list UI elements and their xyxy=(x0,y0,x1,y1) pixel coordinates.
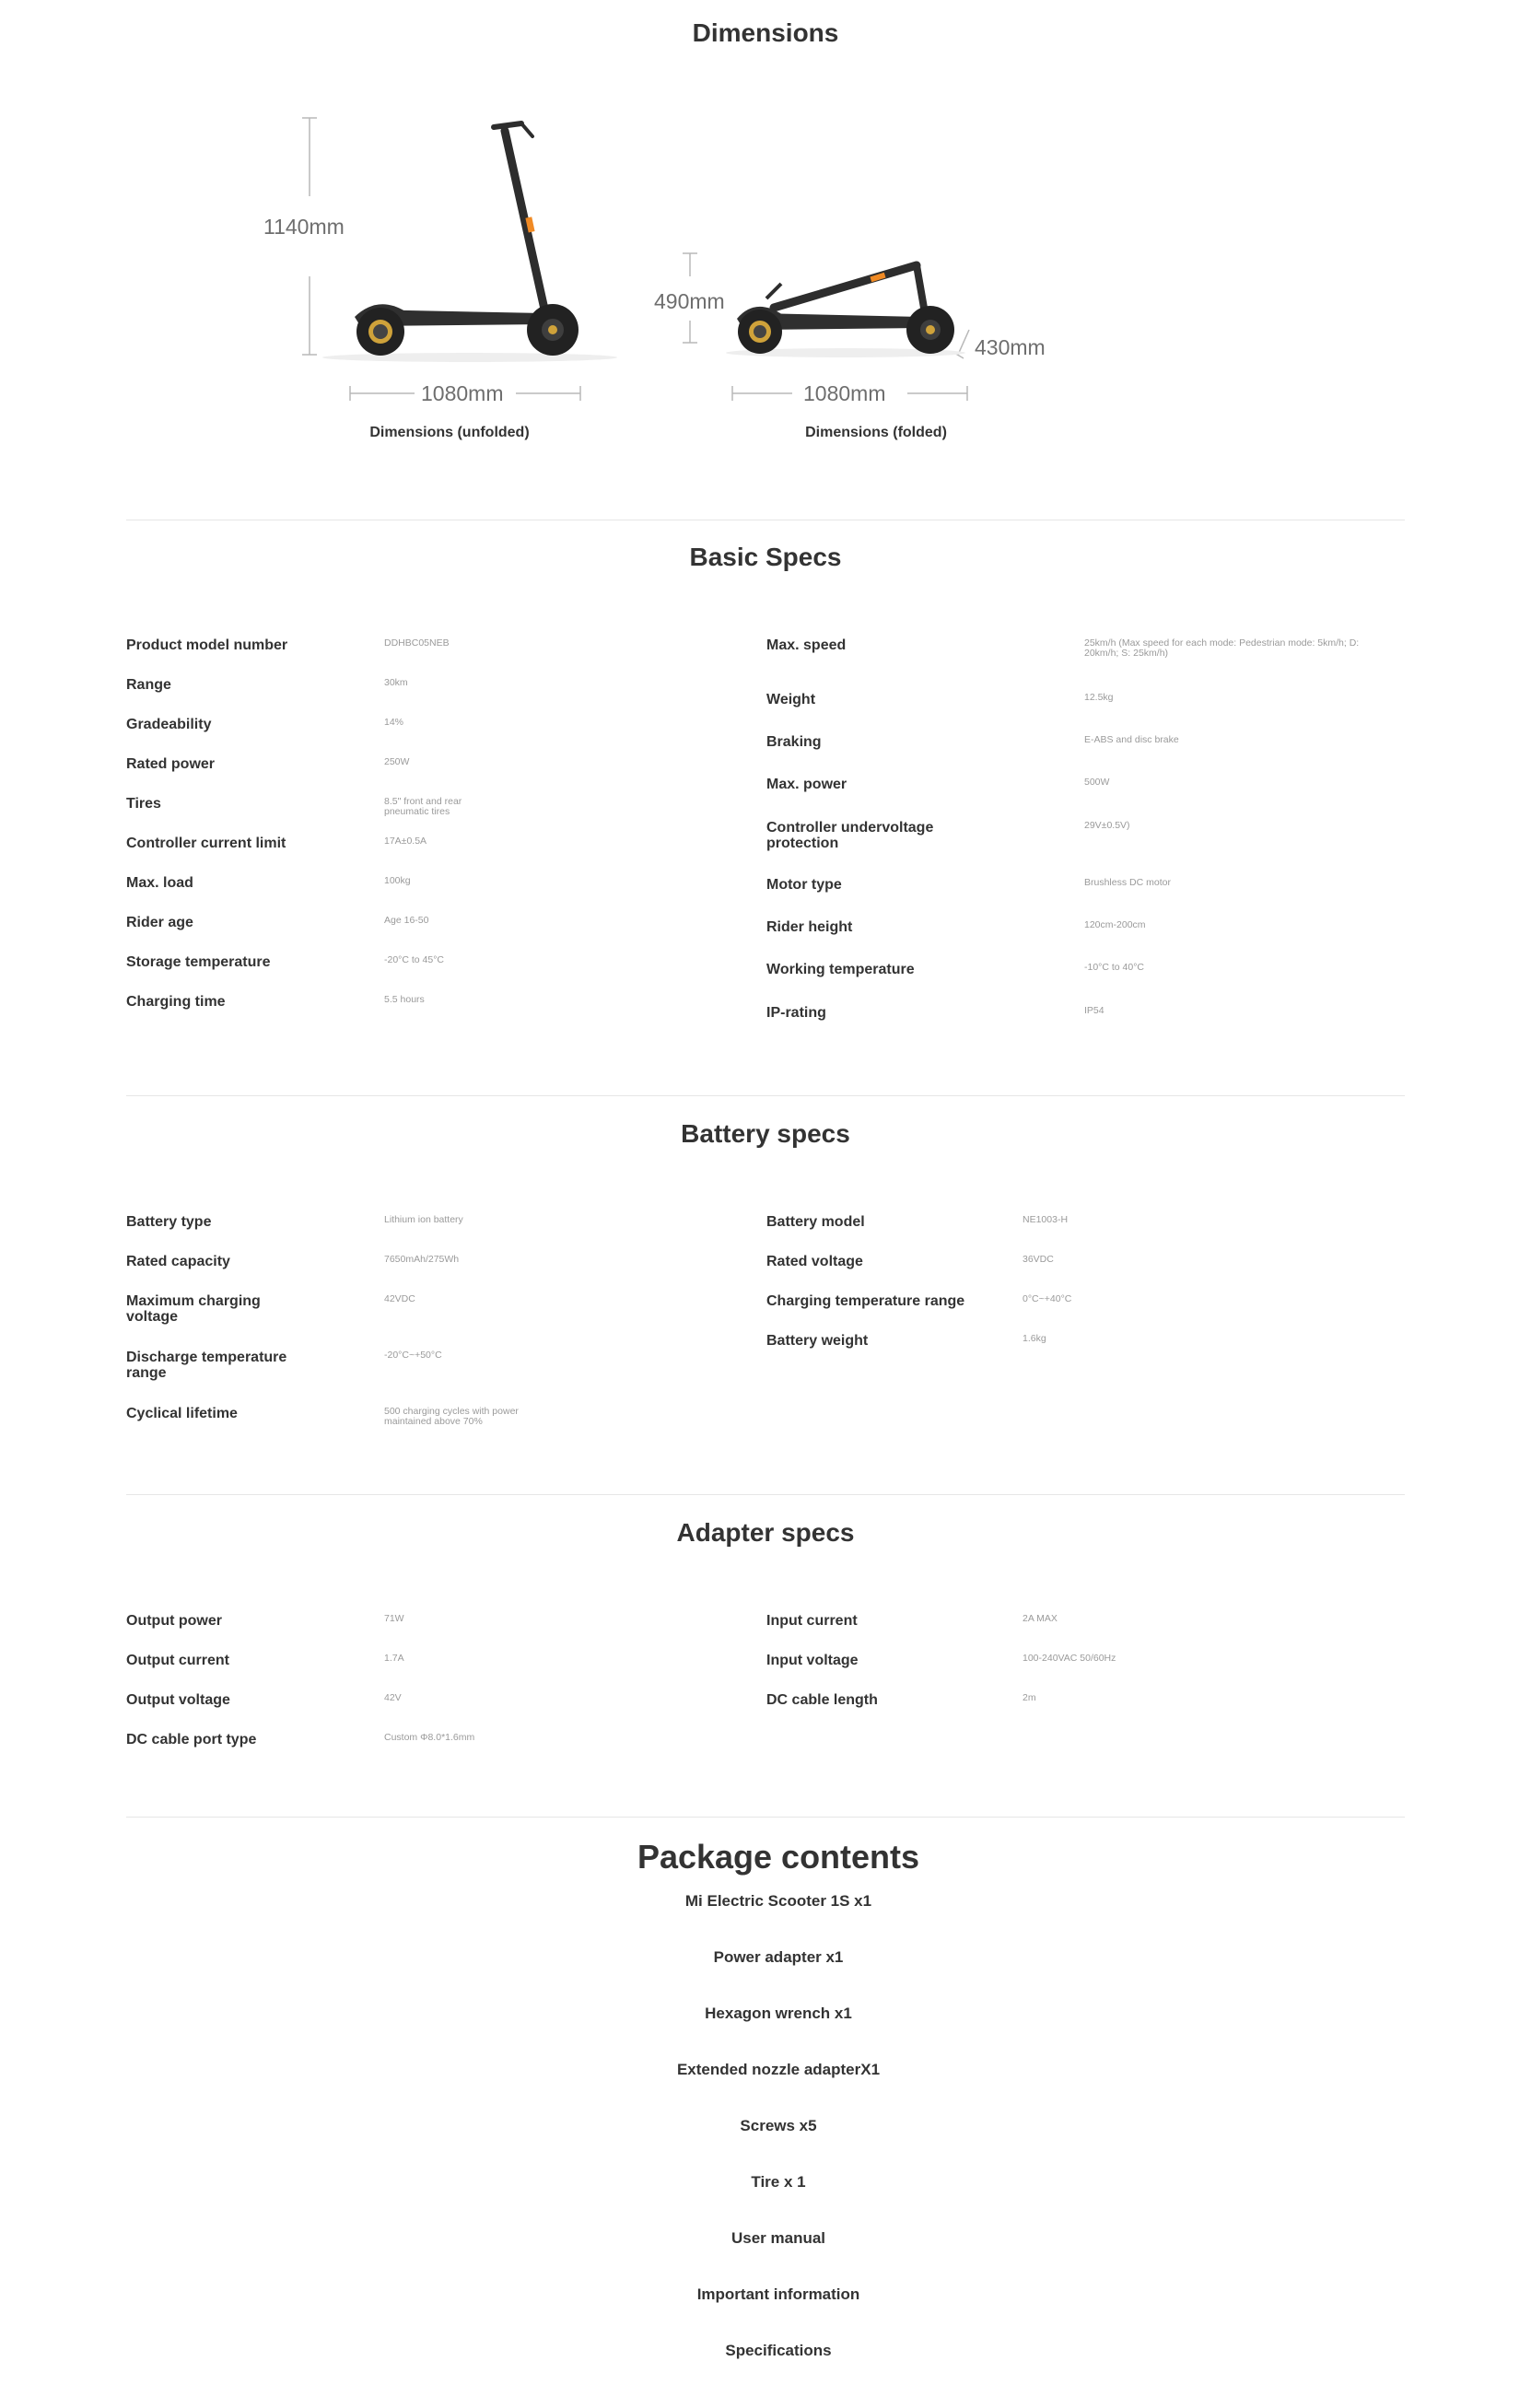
spec-key: Rated voltage xyxy=(766,1254,863,1269)
spec-value: 1.7A xyxy=(384,1653,404,1664)
folded-height-label: 490mm xyxy=(654,289,725,313)
spec-key: Braking xyxy=(766,734,822,750)
scooter-folded-icon xyxy=(726,265,965,357)
package-item: Tire x 1 xyxy=(751,2173,806,2191)
spec-key: Tires xyxy=(126,796,161,812)
spec-value: Lithium ion battery xyxy=(384,1214,463,1225)
package-item: Power adapter x1 xyxy=(713,1948,844,1966)
spec-key: Charging time xyxy=(126,994,226,1010)
spec-value: 36VDC xyxy=(1023,1254,1054,1265)
spec-key: Input current xyxy=(766,1613,858,1629)
spec-value: 30km xyxy=(384,677,408,688)
package-item: Specifications xyxy=(725,2342,832,2359)
folded-depth-label: 430mm xyxy=(975,335,1046,359)
spec-key: Battery type xyxy=(126,1214,212,1230)
spec-value: 42VDC xyxy=(384,1293,415,1304)
spec-value: 12.5kg xyxy=(1084,692,1114,703)
spec-value: 120cm-200cm xyxy=(1084,919,1146,930)
spec-value: 14% xyxy=(384,717,404,728)
spec-key: Cyclical lifetime xyxy=(126,1406,238,1421)
spec-key: Output voltage xyxy=(126,1692,230,1708)
spec-value: Age 16-50 xyxy=(384,915,429,926)
package-item: Important information xyxy=(696,2285,860,2303)
spec-key: Output current xyxy=(126,1653,229,1668)
spec-key: Charging temperature range xyxy=(766,1293,965,1309)
spec-key: DC cable length xyxy=(766,1692,878,1708)
spec-key: Motor type xyxy=(766,877,842,893)
spec-value: 8.5" front and rear pneumatic tires xyxy=(384,796,462,817)
spec-value: DDHBC05NEB xyxy=(384,637,450,649)
spec-key: Input voltage xyxy=(766,1653,859,1668)
battery-specs-title: Battery specs xyxy=(681,1119,850,1148)
spec-value: 2m xyxy=(1023,1692,1036,1703)
spec-key: Battery model xyxy=(766,1214,865,1230)
package-item: Extended nozzle adapterX1 xyxy=(676,2061,881,2078)
basic-specs-title: Basic Specs xyxy=(689,543,842,571)
package-item: Screws x5 xyxy=(740,2117,817,2134)
package-item: User manual xyxy=(730,2229,826,2247)
spec-key: Product model number xyxy=(126,637,288,653)
spec-value: 5.5 hours xyxy=(384,994,425,1005)
folded-caption: Dimensions (folded) xyxy=(805,425,947,440)
spec-key: Gradeability xyxy=(126,717,212,732)
dimensions-title: Dimensions xyxy=(692,18,839,47)
scooter-dimension-illustration xyxy=(0,0,1531,461)
spec-key: Discharge temperature range xyxy=(126,1350,287,1381)
unfolded-caption: Dimensions (unfolded) xyxy=(369,425,530,440)
spec-value: 25km/h (Max speed for each mode: Pedestrian mode: 5km/h; D: 20km/h; S: 25km/h) xyxy=(1084,637,1360,659)
spec-key: Controller current limit xyxy=(126,836,286,851)
divider xyxy=(126,1095,1405,1096)
divider xyxy=(126,1494,1405,1495)
spec-value: 29V±0.5V) xyxy=(1084,820,1130,831)
spec-key: Working temperature xyxy=(766,962,915,977)
spec-value: 250W xyxy=(384,756,410,767)
spec-value: 71W xyxy=(384,1613,404,1624)
spec-value: 17A±0.5A xyxy=(384,836,427,847)
spec-value: 7650mAh/275Wh xyxy=(384,1254,460,1265)
scooter-unfolded-icon xyxy=(322,123,617,362)
spec-value: NE1003-H xyxy=(1023,1214,1069,1225)
spec-key: Battery weight xyxy=(766,1333,869,1349)
spec-key: Max. speed xyxy=(766,637,847,653)
spec-value: -10°C to 40°C xyxy=(1084,962,1145,973)
spec-value: Brushless DC motor xyxy=(1084,877,1171,888)
spec-value: Custom Φ8.0*1.6mm xyxy=(384,1732,475,1743)
spec-value: 2A MAX xyxy=(1023,1613,1058,1624)
folded-length-label: 1080mm xyxy=(803,381,886,405)
spec-value: 500 charging cycles with power maintained above 70% xyxy=(384,1406,519,1427)
package-item: Hexagon wrench x1 xyxy=(705,2005,852,2022)
adapter-specs-title: Adapter specs xyxy=(676,1518,855,1547)
spec-key: DC cable port type xyxy=(126,1732,257,1748)
spec-value: 500W xyxy=(1084,777,1110,788)
spec-value: -20°C~+50°C xyxy=(384,1350,442,1361)
unfolded-height-label: 1140mm xyxy=(263,215,345,239)
spec-key: Controller undervoltage protection xyxy=(766,820,934,851)
spec-value: E-ABS and disc brake xyxy=(1084,734,1179,745)
spec-key: Maximum charging voltage xyxy=(126,1293,261,1325)
spec-value: IP54 xyxy=(1084,1005,1104,1016)
spec-key: Weight xyxy=(766,692,816,707)
spec-key: Max. power xyxy=(766,777,847,792)
spec-value: -20°C to 45°C xyxy=(384,954,445,965)
spec-key: Rider age xyxy=(126,915,193,930)
spec-value: 42V xyxy=(384,1692,402,1703)
package-item: Mi Electric Scooter 1S x1 xyxy=(684,1892,872,1910)
spec-value: 100-240VAC 50/60Hz xyxy=(1023,1653,1116,1664)
spec-key: Rated capacity xyxy=(126,1254,230,1269)
divider xyxy=(126,1817,1405,1818)
spec-key: IP-rating xyxy=(766,1005,826,1021)
spec-key: Output power xyxy=(126,1613,222,1629)
package-contents-title: Package contents xyxy=(637,1838,920,1876)
spec-key: Max. load xyxy=(126,875,193,891)
spec-key: Range xyxy=(126,677,171,693)
spec-value: 100kg xyxy=(384,875,411,886)
spec-value: 1.6kg xyxy=(1023,1333,1046,1344)
spec-key: Storage temperature xyxy=(126,954,271,970)
spec-key: Rated power xyxy=(126,756,216,772)
spec-value: 0°C~+40°C xyxy=(1023,1293,1072,1304)
unfolded-length-label: 1080mm xyxy=(421,381,504,405)
spec-key: Rider height xyxy=(766,919,853,935)
